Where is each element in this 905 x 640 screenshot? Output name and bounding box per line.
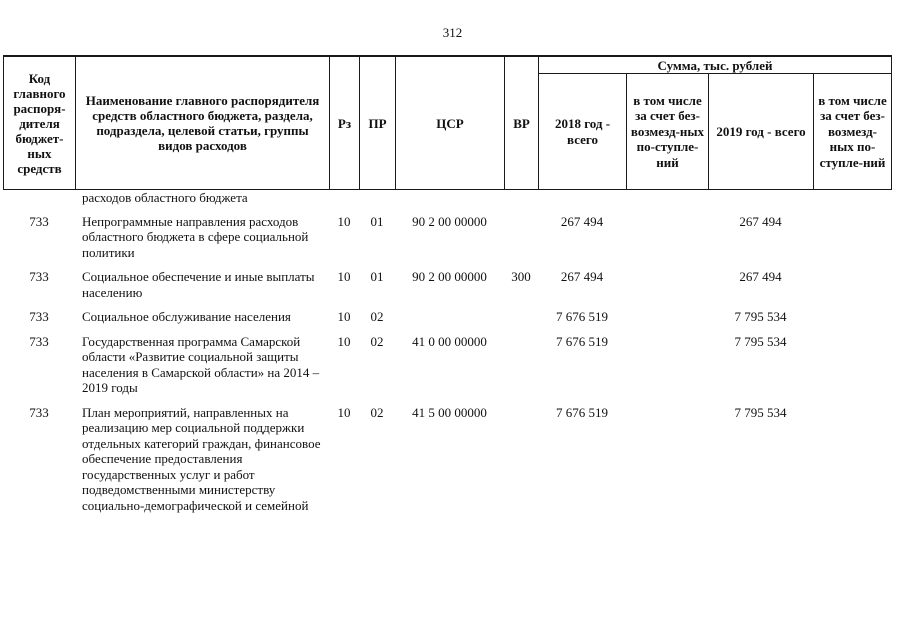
cell-2018-bv <box>626 214 708 270</box>
table-row <box>3 405 891 523</box>
cell-pr: 02 <box>370 404 384 420</box>
cell-pr: 01 <box>370 213 384 229</box>
cell-vr <box>504 309 538 334</box>
cell-code: 733 <box>29 404 49 420</box>
cell-2018-total: 267 494 <box>560 213 604 229</box>
cell-vr <box>504 334 538 405</box>
cell-2018-total: 7 676 519 <box>556 333 608 349</box>
cell-csr: 90 2 00 00000 <box>412 269 487 284</box>
cell-2019-bv <box>813 214 891 270</box>
cell-rz: 10 <box>337 309 351 324</box>
page-number: 312 <box>442 25 463 40</box>
header-2019-total: 2019 год - всего <box>709 74 814 190</box>
cell-2019-total: 7 795 534 <box>734 333 787 349</box>
cell-code: 733 <box>29 333 49 349</box>
cell-code: 733 <box>29 309 49 324</box>
table-header <box>3 55 892 190</box>
cell-code: 733 <box>29 213 49 229</box>
cell-2018-bv <box>626 309 708 334</box>
cell-name: Социальное обслуживание населения <box>82 309 291 324</box>
header-name: Наименование главного распорядителя средств областного бюджета, раздела, подраздела, целевой статьи, группы видов расходов <box>76 56 330 190</box>
table-row <box>3 269 891 309</box>
cell-2018-bv <box>626 334 708 405</box>
table-row <box>3 214 891 270</box>
cell-2019-total: 7 795 534 <box>734 309 787 324</box>
cell-rz: 10 <box>337 213 351 229</box>
cell-2019-bv <box>813 405 891 523</box>
cell-csr: 41 0 00 00000 <box>412 333 487 349</box>
header-vr: ВР <box>505 56 539 190</box>
header-pr: ПР <box>360 56 396 190</box>
cell-2018-total: 7 676 519 <box>556 404 608 420</box>
cell-name: Непрограммные направления расходов областного бюджета в сфере социальной политики <box>82 213 309 260</box>
header-sum: Сумма, тыс. рублей <box>539 56 892 74</box>
cell-2019-total: 7 795 534 <box>734 404 787 420</box>
cell-2018-total: 7 676 519 <box>556 309 608 324</box>
header-2018-bv: в том числе за счет без-возмезд-ных по-ступле-ний <box>627 74 709 190</box>
cell-csr: 90 2 00 00000 <box>412 213 487 229</box>
cell-csr <box>395 309 504 334</box>
table-row <box>3 309 891 334</box>
header-2018-total: 2018 год - всего <box>539 74 627 190</box>
cell-name: Социальное обеспечение и иные выплаты населению <box>82 269 315 300</box>
cell-rz: 10 <box>337 269 351 284</box>
cell-code: 733 <box>29 269 49 284</box>
continuation-text: расходов областного бюджета <box>82 190 248 205</box>
header-2019-bv: в том числе за счет без-возмезд-ных по-ступле-ний <box>814 74 892 190</box>
cell-2019-bv <box>813 309 891 334</box>
table-row-continuation <box>3 190 891 214</box>
cell-name: Государственная программа Самарской области «Развитие социальной защиты населения в Самарской области» на 2014 – 2019 годы <box>82 333 320 395</box>
cell-2019-total: 267 494 <box>739 213 782 229</box>
cell-csr: 41 5 00 00000 <box>412 404 487 420</box>
cell-2018-total: 267 494 <box>560 269 604 284</box>
cell-pr: 01 <box>370 269 384 284</box>
table-body <box>3 190 891 522</box>
cell-2019-bv <box>813 269 891 309</box>
cell-pr: 02 <box>370 309 384 324</box>
cell-2019-bv <box>813 334 891 405</box>
cell-pr: 02 <box>370 333 384 349</box>
header-code: Код главного распоря-дителя бюджет-ных средств <box>4 56 76 190</box>
cell-vr: 300 <box>511 269 531 284</box>
cell-2019-total: 267 494 <box>739 269 782 284</box>
cell-2018-bv <box>626 269 708 309</box>
cell-name: План мероприятий, направленных на реализацию мер социальной поддержки отдельных категорий граждан, финансовое обеспечение предоставления государственных услуг и работ подведомственными министерству социально-демографической и семейной <box>82 404 321 513</box>
header-csr: ЦСР <box>396 56 505 190</box>
table-row <box>3 334 891 405</box>
cell-2018-bv <box>626 405 708 523</box>
cell-vr <box>504 214 538 270</box>
header-rz: Рз <box>330 56 360 190</box>
cell-rz: 10 <box>337 404 351 420</box>
cell-rz: 10 <box>337 333 351 349</box>
cell-vr <box>504 405 538 523</box>
